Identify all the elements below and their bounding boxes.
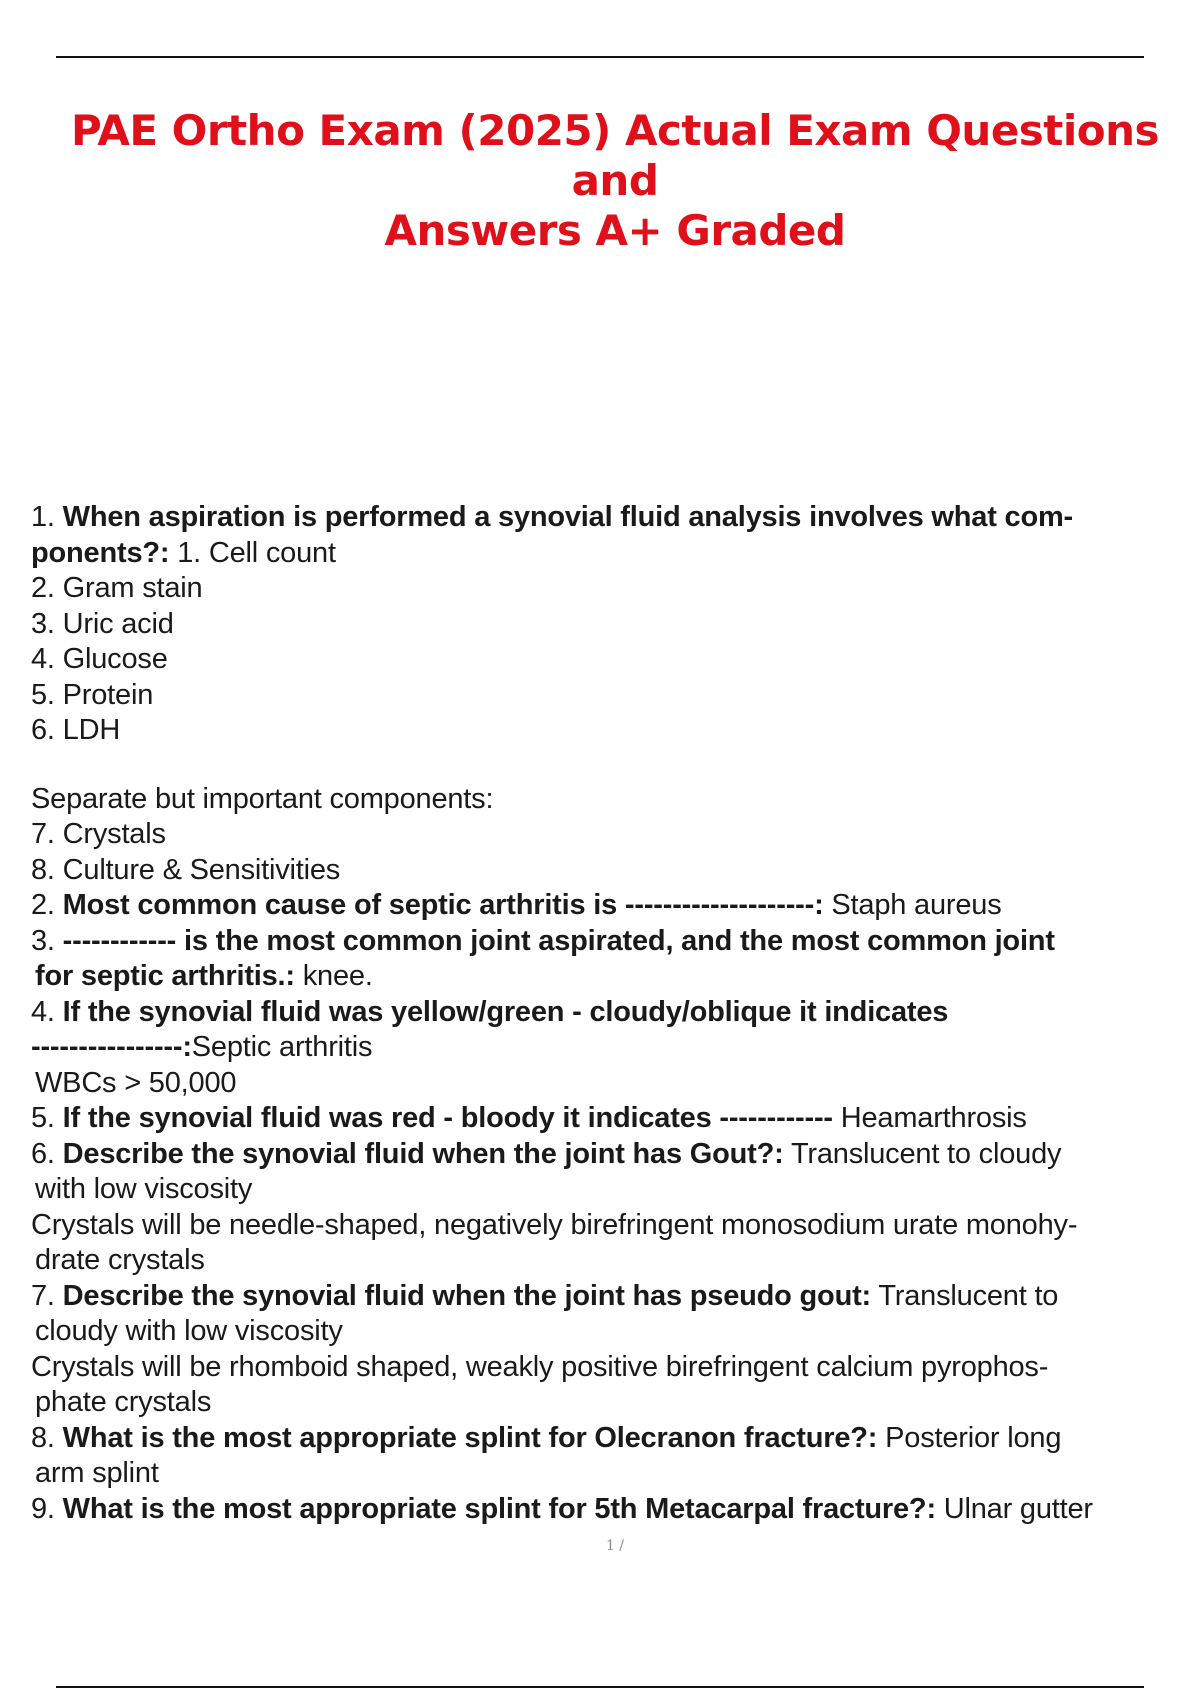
q1-answer-line-6: 6. LDH <box>31 714 121 746</box>
q5-answer: Heamarthrosis <box>840 1102 1027 1134</box>
q6-answer-line-1: Translucent to cloudy <box>790 1137 1062 1170</box>
q7-answer-line-4: phate crystals <box>35 1386 212 1418</box>
q8-answer-line-1: Posterior long <box>885 1421 1062 1454</box>
q7-answer-line-3: Crystals will be rhomboid shaped, weakly positive birefringent calcium pyrophos- <box>31 1350 1049 1383</box>
q1-number: 1. <box>31 501 55 533</box>
q4-line-2 <box>31 1030 1181 1066</box>
q4-line-1 <box>31 995 1181 1031</box>
q9-answer: Ulnar gutter <box>943 1492 1093 1525</box>
q3-question-part-2: for septic arthritis.: <box>35 960 295 992</box>
q4-question-part-2: ----------------: <box>31 1031 192 1063</box>
q7-answer-line-1: Translucent to <box>878 1279 1059 1312</box>
q5-line <box>31 1101 1181 1137</box>
q5-question: If the synovial fluid was red - bloody it indicates ------------ <box>62 1102 833 1134</box>
q1-question-part-1: When aspiration is performed a synovial fluid analysis involves what com- <box>62 501 1073 533</box>
q7-number: 7. <box>31 1279 55 1312</box>
q4-answer-line-1: Septic arthritis <box>191 1031 373 1063</box>
q9-question: What is the most appropriate splint for 5th Metacarpal fracture?: <box>62 1492 936 1525</box>
q2-number: 2. <box>31 889 55 921</box>
q1-answer-line-5: 5. Protein <box>31 678 154 711</box>
title-line-1: PAE Ortho Exam (2025) Actual Exam Questions and <box>70 106 1160 205</box>
q6-answer-line-3: Crystals will be needle-shaped, negatively birefringent monosodium urate monohy- <box>31 1208 1078 1241</box>
q9-line <box>31 1492 1181 1528</box>
q5-number: 5. <box>31 1102 55 1134</box>
q2-line <box>31 888 1181 924</box>
q8-question: What is the most appropriate splint for Olecranon fracture?: <box>62 1421 878 1454</box>
bottom-rule <box>56 1686 1144 1688</box>
qa-content <box>31 500 1181 1527</box>
page-number: 1 / <box>605 1538 625 1554</box>
q7-answer-line-2: cloudy with low viscosity <box>35 1315 343 1347</box>
q3-line-2 <box>31 959 1181 995</box>
q3-question-part-1: ------------ is the most common joint aspirated, and the most common joint <box>62 924 1055 957</box>
q4-answer-line-2: WBCs > 50,000 <box>35 1066 237 1099</box>
q1-separate-heading: Separate but important components: <box>31 782 494 815</box>
q7-line-1 <box>31 1279 1181 1315</box>
q3-number: 3. <box>31 924 55 957</box>
q2-answer: Staph aureus <box>831 889 1002 921</box>
q8-line-1 <box>31 1421 1181 1457</box>
q3-answer: knee. <box>302 960 373 992</box>
q9-number: 9. <box>31 1492 55 1525</box>
q3-line-1 <box>31 924 1181 960</box>
q6-answer-line-4: drate crystals <box>35 1244 205 1276</box>
q6-line-1 <box>31 1137 1181 1173</box>
q8-answer-line-2: arm splint <box>35 1457 159 1489</box>
q4-question-part-1: If the synovial fluid was yellow/green - cloudy/oblique it indicates <box>62 995 949 1028</box>
q6-number: 6. <box>31 1137 55 1170</box>
q1-separate-line-1: 7. Crystals <box>31 818 166 850</box>
title-line-2: Answers A+ Graded <box>384 206 846 255</box>
q1-answer-line-2: 2. Gram stain <box>31 572 203 604</box>
document-title <box>40 106 1190 256</box>
q1-line-1 <box>31 500 1181 536</box>
q2-question: Most common cause of septic arthritis is --------------------: <box>62 889 824 921</box>
q7-question: Describe the synovial fluid when the joint has pseudo gout: <box>62 1279 871 1312</box>
q1-paragraph-gap <box>31 749 1181 782</box>
q1-answer-line-3: 3. Uric acid <box>31 607 174 640</box>
q1-question-part-2: ponents?: <box>31 536 170 569</box>
q6-answer-line-2: with low viscosity <box>35 1173 253 1205</box>
q8-number: 8. <box>31 1421 55 1454</box>
q6-question: Describe the synovial fluid when the joint has Gout?: <box>62 1137 784 1170</box>
q1-answer-line-1: 1. Cell count <box>177 536 336 569</box>
top-rule <box>56 56 1144 58</box>
q1-line-2 <box>31 536 1181 572</box>
q1-separate-line-2: 8. Culture & Sensitivities <box>31 853 341 886</box>
q4-number: 4. <box>31 995 55 1028</box>
q1-answer-line-4: 4. Glucose <box>31 643 168 675</box>
